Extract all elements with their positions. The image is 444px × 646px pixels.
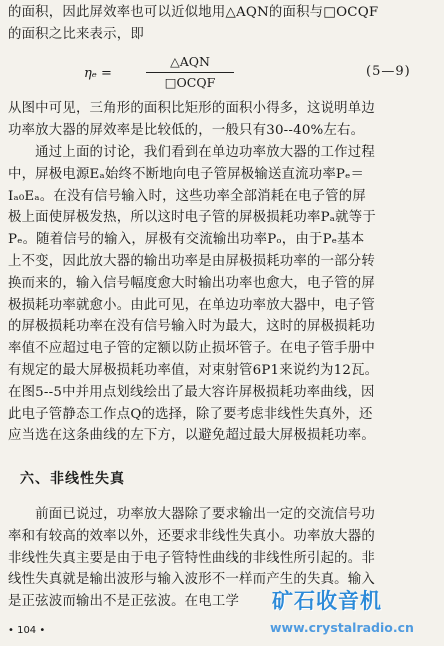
formula-fraction [142, 53, 238, 92]
watermark-title: 矿石收音机 [272, 589, 382, 613]
fraction-bar [146, 72, 234, 73]
watermark-url: www.crystalradio.cn [270, 620, 414, 635]
paragraph-discussion: 通过上面的讨论，我们看到在单边功率放大器的工作过程 中，屏极电源Eₐ始终不断地向电子管屏极输送直流功率Pₑ＝ Iₐ₀Eₐ。在没有信号输入时，这些功率全部消耗在电子管的屏 极上面使屏极发热，所以这时电子管的屏极损耗功率Pₐ就等于 Pₑ。随着信号的输入，屏极有交流输出功率Pₒ，由于Pₑ基本 上不变，因此放大器的输出功率是由屏极损耗功率的一部分转 换而来的，输入信号幅度愈大时输出功率也愈大，电子管的屏 极损耗功率就愈小。由此可见，在单边功率放大器中，电子管 的屏极损耗功率在没有信号输入时为最大，这时的屏极损耗功 率值不应超过电子管的定额以防止损坏管子。在电子管手册中 有规定的最大屏极损耗功率值，对束射管6P1来说约为12瓦。 在图5--5中并用点划线绘出了最大容许屏极损耗功率曲线，因 此电子管静态工作点Q的选择，除了要考虑非线性失真外，还 应当选在这条曲线的左下方，以避免超过最大屏极损耗功率。 [8, 145, 379, 444]
paragraph-distortion: 前面已说过，功率放大器除了要求输出一定的交流信号功 率和有较高的效率以外，还要求非线性失真小。功率放大器的 非线性失真主要是由于电子管特性曲线的非线性所引起的。非 线性失真就是输出波形与输入波形不一样而产生的失真。输入 是正弦波而输出不是正弦波。在电工学 [8, 507, 375, 610]
formula-numerator: △AQN [170, 54, 210, 69]
paragraph-efficiency: 从图中可见，三角形的面积比矩形的面积小得多，这说明单边 功率放大器的屏效率是比较低的，一般只有30--40%左右。 [8, 101, 375, 138]
paragraph-intro: 的面积，因此屏效率也可以近似地用△AQN的面积与□OCQF 的面积之比来表示，即 [8, 5, 379, 42]
section-heading: 六、非线性失真 [20, 471, 125, 487]
formula-lhs: ηₑ = [84, 66, 112, 81]
formula-denominator: □OCQF [164, 75, 216, 90]
page-number: • 104 • [8, 625, 46, 636]
formula-5-9 [0, 53, 444, 95]
equation-number: (5—9) [366, 64, 411, 79]
